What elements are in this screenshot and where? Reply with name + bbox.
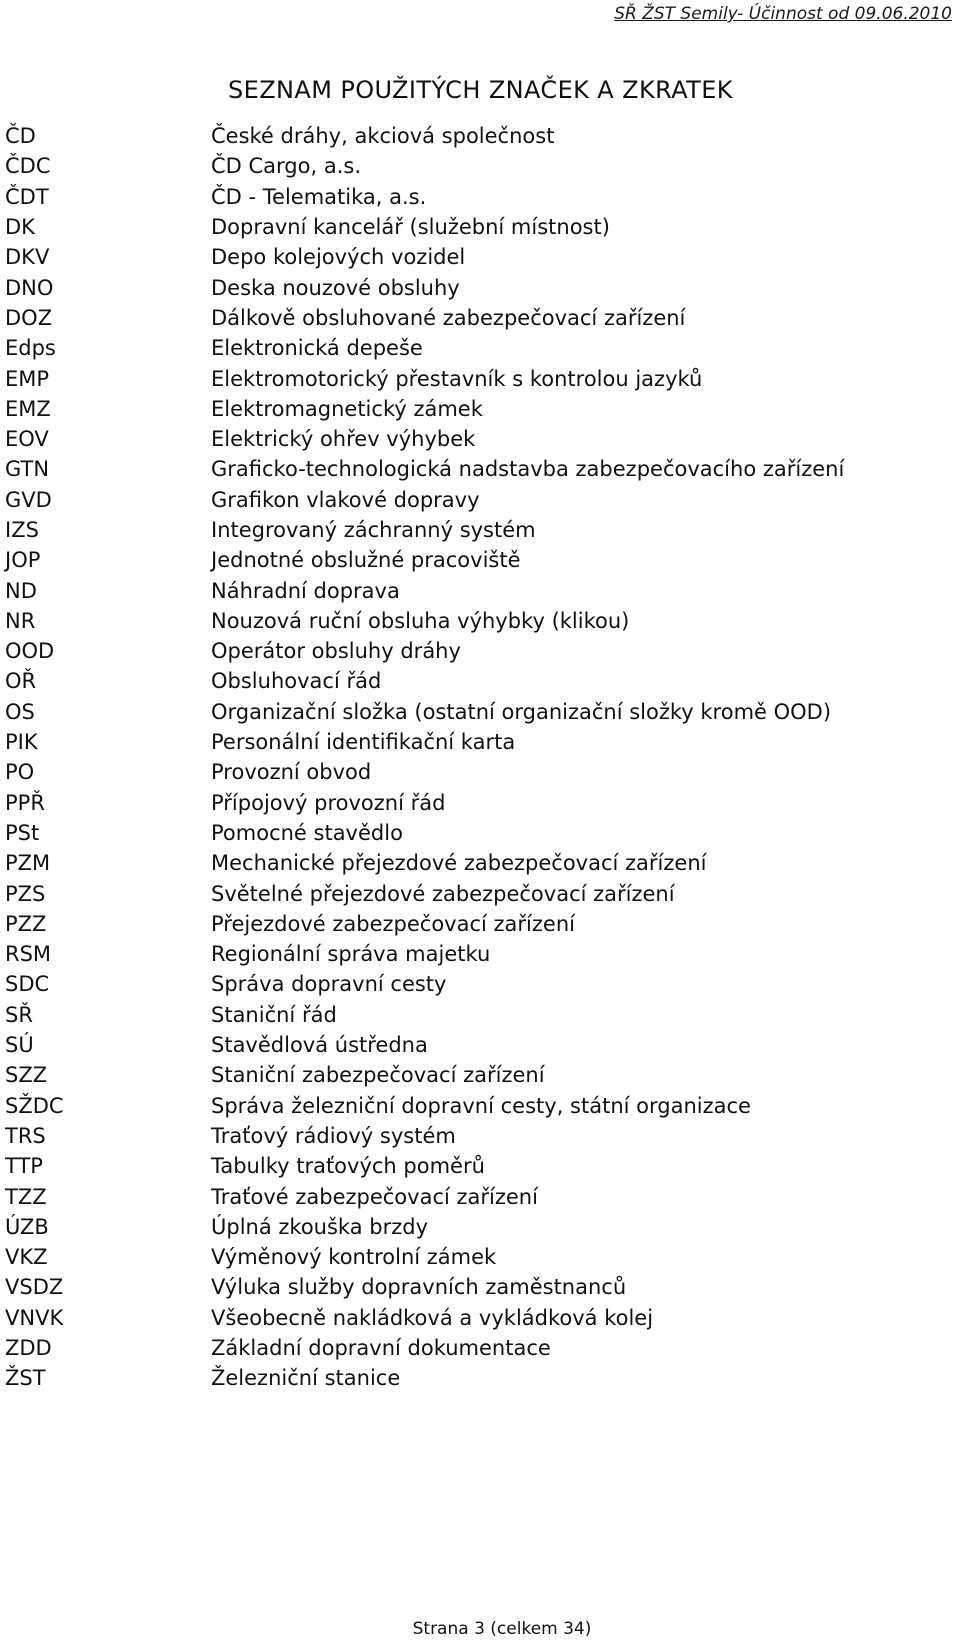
abbreviation-code: VKZ (5, 1245, 48, 1270)
abbreviation-row (0, 1242, 960, 1272)
abbreviation-meaning: Regionální správa majetku (211, 942, 491, 967)
abbreviation-row (0, 515, 960, 545)
abbreviation-row (0, 1272, 960, 1302)
abbreviation-row (0, 151, 960, 181)
abbreviation-row (0, 272, 960, 302)
abbreviation-meaning: Operátor obsluhy dráhy (211, 639, 461, 664)
abbreviation-code: OOD (5, 639, 55, 664)
abbreviation-meaning: ČD Cargo, a.s. (211, 154, 361, 179)
abbreviation-meaning: Grafikon vlakové dopravy (211, 487, 480, 512)
abbreviation-meaning: Graficko-technologická nadstavba zabezpečovacího zařízení (211, 457, 845, 482)
abbreviation-code: PSt (5, 820, 40, 845)
abbreviation-code: DKV (5, 245, 50, 270)
abbreviation-row (0, 1060, 960, 1090)
abbreviation-row (0, 788, 960, 818)
abbreviation-row (0, 1333, 960, 1363)
abbreviation-code: PZS (5, 881, 46, 906)
abbreviation-code: SŽDC (5, 1093, 64, 1118)
abbreviation-code: ND (5, 578, 37, 603)
abbreviation-meaning: Traťové zabezpečovací zařízení (211, 1184, 538, 1209)
abbreviation-row (0, 182, 960, 212)
abbreviation-meaning: Elektromagnetický zámek (211, 396, 483, 421)
abbreviation-row (0, 909, 960, 939)
abbreviation-code: ČD (5, 124, 36, 149)
abbreviation-row (0, 333, 960, 363)
abbreviation-row (0, 454, 960, 484)
abbreviation-row (0, 1151, 960, 1181)
abbreviation-meaning: Tabulky traťových poměrů (211, 1154, 485, 1179)
abbreviation-row (0, 1303, 960, 1333)
abbreviation-code: IZS (5, 518, 39, 542)
abbreviation-meaning: Organizační složka (ostatní organizační složky kromě OOD) (211, 699, 832, 724)
abbreviation-code: TZZ (5, 1184, 47, 1209)
abbreviation-row (0, 878, 960, 908)
abbreviation-code: PO (5, 760, 35, 785)
abbreviation-list (0, 121, 960, 1393)
abbreviation-row (0, 1212, 960, 1242)
abbreviation-row (0, 1363, 960, 1393)
abbreviation-meaning: Výměnový kontrolní zámek (211, 1245, 497, 1270)
abbreviation-code: EMZ (5, 396, 51, 421)
abbreviation-code: NR (5, 608, 36, 633)
abbreviation-row (0, 818, 960, 848)
abbreviation-row (0, 575, 960, 605)
abbreviation-meaning: Světelné přejezdové zabezpečovací zařízení (211, 881, 675, 906)
document-reference: SŘ ŽST Semily- Účinnost od 09.06.2010 (614, 4, 952, 24)
abbreviation-row (0, 1000, 960, 1030)
abbreviation-code: VSDZ (5, 1275, 64, 1300)
abbreviation-meaning: Správa dopravní cesty (211, 972, 447, 997)
abbreviation-row (0, 666, 960, 696)
abbreviation-row (0, 424, 960, 454)
abbreviation-meaning: Staniční zabezpečovací zařízení (211, 1063, 545, 1088)
abbreviation-code: OŘ (5, 669, 37, 694)
abbreviation-meaning: Úplná zkouška brzdy (211, 1214, 429, 1239)
abbreviation-meaning: Všeobecně nakládková a vykládková kolej (211, 1305, 654, 1330)
abbreviation-code: PZM (5, 851, 51, 876)
abbreviation-meaning: Deska nouzové obsluhy (211, 275, 460, 300)
abbreviation-code: SZZ (5, 1063, 48, 1088)
abbreviation-meaning: Provozní obvod (211, 760, 372, 785)
abbreviation-code: PIK (5, 730, 38, 755)
abbreviation-meaning: Elektronická depeše (211, 336, 423, 361)
abbreviation-meaning: Železniční stanice (211, 1366, 401, 1391)
page-number: Strana 3 (celkem 34) (412, 1619, 592, 1639)
abbreviation-meaning: Správa železniční dopravní cesty, státní organizace (211, 1093, 751, 1118)
abbreviation-meaning: Pomocné stavědlo (211, 820, 403, 845)
abbreviation-row (0, 485, 960, 515)
abbreviation-code: RSM (5, 942, 52, 967)
abbreviation-meaning: Přípojový provozní řád (211, 790, 446, 815)
abbreviation-meaning: Personální identifikační karta (211, 730, 516, 755)
abbreviation-code: ŽST (5, 1366, 46, 1391)
abbreviation-code: PPŘ (5, 790, 45, 815)
abbreviation-code: TRS (5, 1123, 46, 1148)
abbreviation-row (0, 242, 960, 272)
abbreviation-meaning: České dráhy, akciová společnost (211, 124, 555, 149)
abbreviation-code: ZDD (5, 1336, 52, 1361)
abbreviation-code: GTN (5, 457, 50, 482)
abbreviation-code: TTP (5, 1154, 43, 1179)
abbreviation-code: ČDC (5, 154, 51, 179)
abbreviation-code: JOP (5, 548, 41, 573)
abbreviation-row (0, 1091, 960, 1121)
abbreviation-meaning: Jednotné obslužné pracoviště (211, 548, 521, 573)
abbreviation-meaning: Dálkově obsluhované zabezpečovací zařízení (211, 305, 686, 330)
abbreviation-meaning: Náhradní doprava (211, 578, 400, 603)
abbreviation-code: DK (5, 215, 35, 240)
abbreviation-code: SDC (5, 972, 50, 997)
abbreviation-row (0, 969, 960, 999)
abbreviation-row (0, 727, 960, 757)
abbreviation-row (0, 1121, 960, 1151)
abbreviation-code: DOZ (5, 305, 53, 330)
abbreviation-code: DNO (5, 275, 54, 300)
abbreviation-meaning: Obsluhovací řád (211, 669, 382, 694)
abbreviation-row (0, 848, 960, 878)
abbreviation-meaning: Staniční řád (211, 1002, 337, 1027)
abbreviation-code: PZZ (5, 911, 47, 936)
abbreviation-meaning: Elektrický ohřev výhybek (211, 427, 476, 452)
abbreviation-meaning: ČD - Telematika, a.s. (211, 184, 427, 209)
abbreviation-row (0, 697, 960, 727)
abbreviation-code: GVD (5, 487, 52, 512)
abbreviation-meaning: Výluka služby dopravních zaměstnanců (211, 1275, 627, 1300)
abbreviation-code: VNVK (5, 1305, 64, 1330)
abbreviation-row (0, 394, 960, 424)
abbreviation-row (0, 545, 960, 575)
abbreviation-row (0, 939, 960, 969)
abbreviation-meaning: Základní dopravní dokumentace (211, 1336, 551, 1361)
abbreviation-code: Edps (5, 336, 56, 361)
abbreviation-code: SŘ (5, 1002, 33, 1027)
abbreviation-row (0, 212, 960, 242)
abbreviation-code: EOV (5, 427, 49, 452)
abbreviation-row (0, 121, 960, 151)
abbreviation-meaning: Depo kolejových vozidel (211, 245, 466, 270)
abbreviation-meaning: Integrovaný záchranný systém (211, 518, 536, 542)
abbreviation-meaning: Elektromotorický přestavník s kontrolou jazyků (211, 366, 703, 391)
abbreviation-meaning: Nouzová ruční obsluha výhybky (klikou) (211, 608, 630, 633)
abbreviation-row (0, 757, 960, 787)
abbreviation-code: ÚZB (5, 1214, 49, 1239)
abbreviation-meaning: Přejezdové zabezpečovací zařízení (211, 911, 575, 936)
abbreviation-code: SÚ (5, 1033, 34, 1058)
abbreviation-row (0, 363, 960, 393)
abbreviation-code: OS (5, 699, 35, 724)
abbreviation-row (0, 1030, 960, 1060)
abbreviation-code: EMP (5, 366, 50, 391)
page-title: SEZNAM POUŽITÝCH ZNAČEK A ZKRATEK (228, 76, 733, 104)
abbreviation-row (0, 636, 960, 666)
abbreviation-meaning: Stavědlová ústředna (211, 1033, 428, 1058)
abbreviation-meaning: Traťový rádiový systém (211, 1123, 456, 1148)
abbreviation-row (0, 606, 960, 636)
abbreviation-row (0, 1181, 960, 1211)
abbreviation-meaning: Mechanické přejezdové zabezpečovací zařízení (211, 851, 707, 876)
abbreviation-row (0, 303, 960, 333)
abbreviation-meaning: Dopravní kancelář (služební místnost) (211, 215, 610, 240)
abbreviation-code: ČDT (5, 184, 49, 209)
